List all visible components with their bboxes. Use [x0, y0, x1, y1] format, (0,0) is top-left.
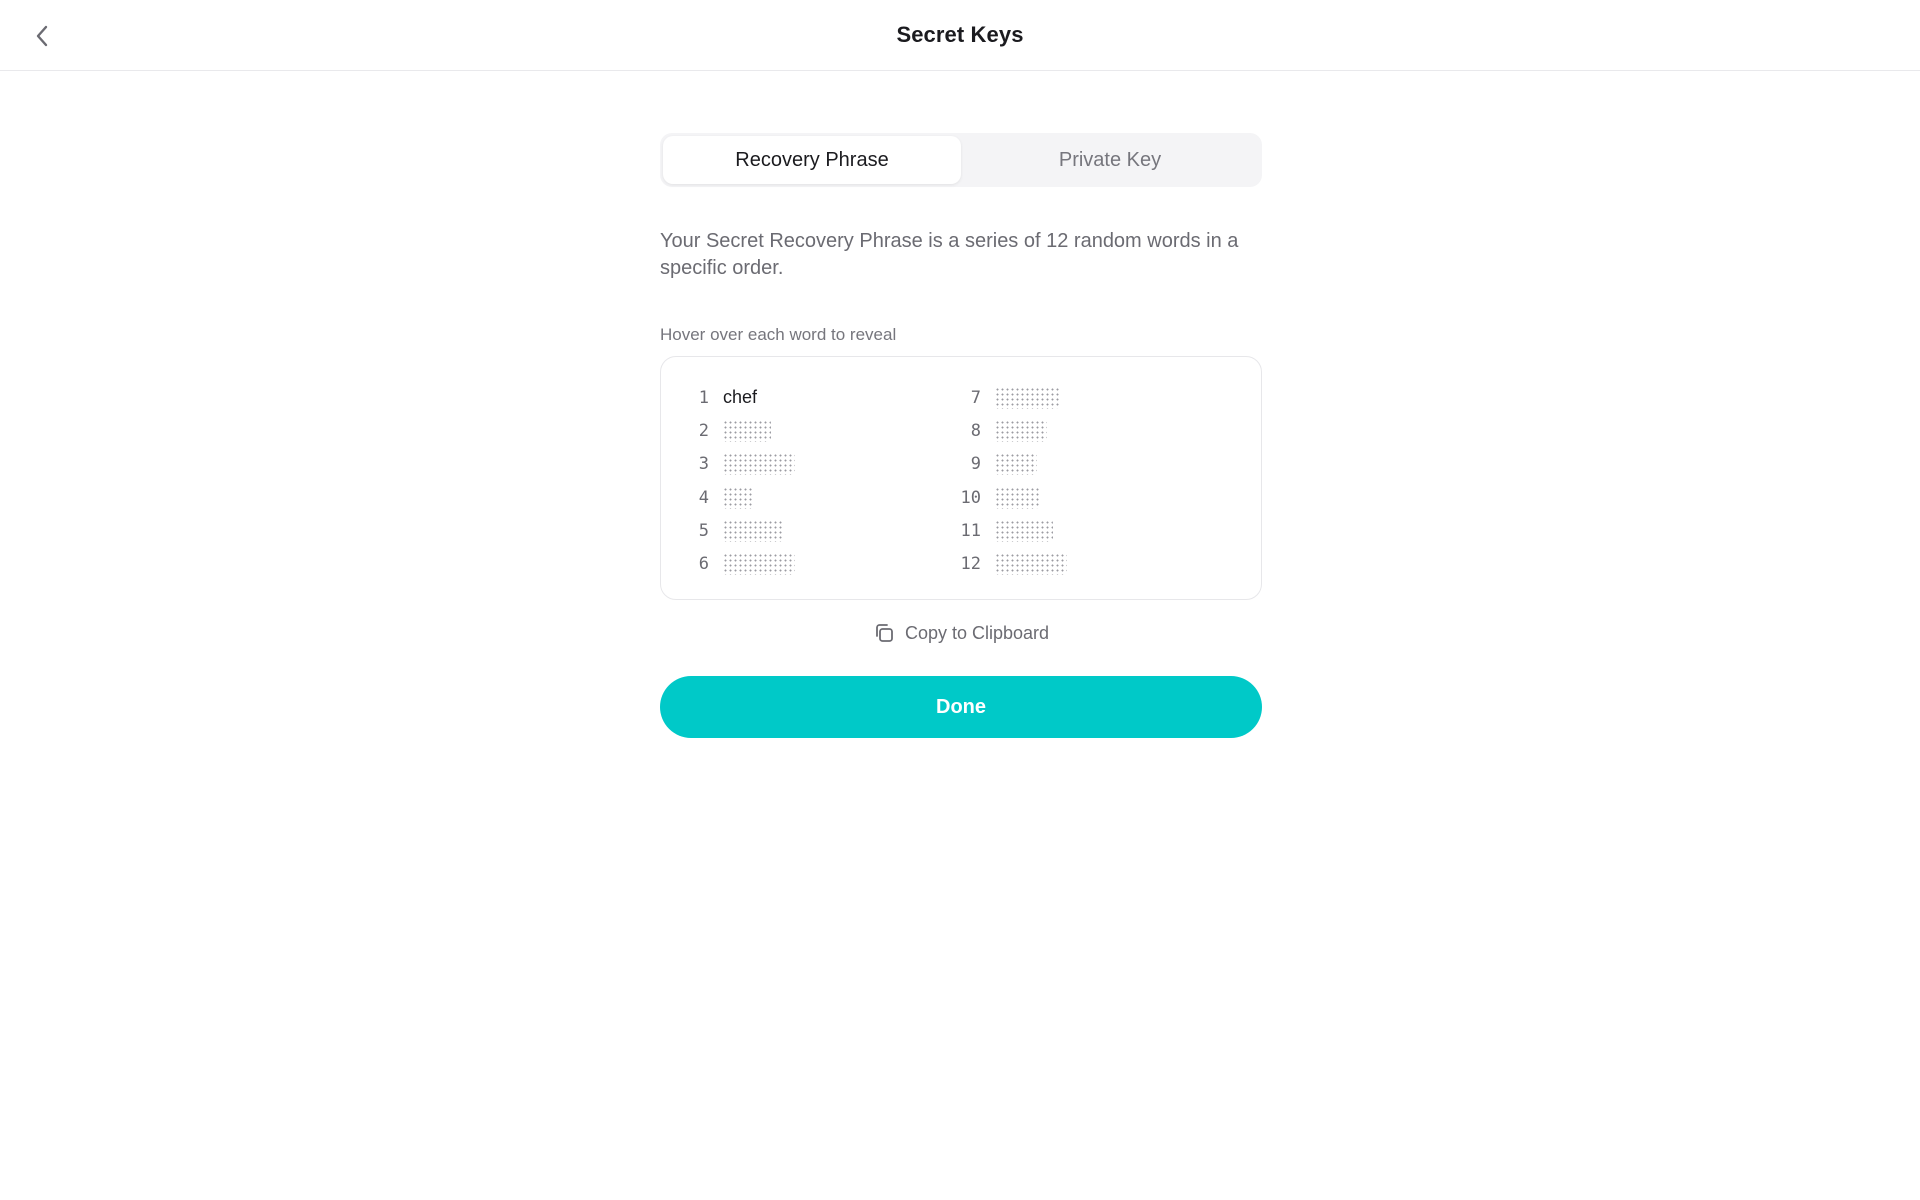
hidden-word-mask[interactable]: [723, 520, 783, 542]
word-index: 10: [960, 487, 981, 508]
hidden-word-mask[interactable]: [723, 553, 795, 575]
word-row[interactable]: [959, 381, 1067, 414]
word-index: 6: [698, 554, 709, 575]
word-index: 3: [698, 454, 709, 475]
word-index: 2: [698, 420, 709, 441]
hidden-word-mask[interactable]: [995, 520, 1053, 542]
page-title: Secret Keys: [896, 22, 1024, 47]
word-index: 8: [970, 420, 981, 441]
hidden-word-mask[interactable]: [995, 420, 1047, 442]
word-index: 9: [970, 454, 981, 475]
words-column-left: [687, 381, 795, 581]
word-index: 11: [960, 520, 981, 541]
word-index: 12: [960, 554, 981, 575]
word-index: 5: [698, 520, 709, 541]
copy-label: Copy to Clipboard: [904, 622, 1050, 643]
word-index: 7: [970, 387, 981, 408]
word-index: 4: [698, 487, 709, 508]
tab-recovery-phrase[interactable]: Recovery Phrase: [663, 136, 961, 184]
hidden-word-mask[interactable]: [723, 420, 771, 442]
hidden-word-mask[interactable]: [723, 453, 795, 475]
word-row[interactable]: [959, 481, 1067, 514]
word-row[interactable]: [687, 448, 795, 481]
top-bar: [0, 0, 1920, 71]
reveal-hint: Hover over each word to reveal: [660, 325, 897, 344]
word-row[interactable]: [687, 381, 795, 414]
key-type-tabs: [660, 133, 1262, 187]
copy-to-clipboard-button[interactable]: [660, 622, 1262, 644]
secret-keys-panel: [660, 133, 1262, 738]
description-text: Your Secret Recovery Phrase is a series of 12 random words in a specific order.: [660, 230, 1239, 279]
word-row[interactable]: [959, 414, 1067, 447]
back-button[interactable]: [26, 20, 58, 52]
copy-icon: [873, 622, 895, 644]
word-row[interactable]: [959, 448, 1067, 481]
tab-private-key[interactable]: Private Key: [1058, 148, 1162, 171]
word-row[interactable]: [687, 481, 795, 514]
hidden-word-mask[interactable]: [723, 487, 753, 509]
words-column-right: [959, 381, 1067, 581]
hidden-word-mask[interactable]: [995, 387, 1059, 409]
word-row[interactable]: [687, 514, 795, 547]
hidden-word-mask[interactable]: [995, 453, 1037, 475]
word-row[interactable]: [687, 547, 795, 580]
word-row[interactable]: [959, 547, 1067, 580]
word-row[interactable]: [959, 514, 1067, 547]
done-button[interactable]: Done: [660, 676, 1262, 738]
hidden-word-mask[interactable]: [995, 487, 1039, 509]
recovery-words-box: [660, 356, 1262, 600]
chevron-left-icon: [35, 25, 49, 47]
word-index: 1: [698, 387, 709, 408]
word-text: chef: [723, 387, 758, 408]
word-row[interactable]: [687, 414, 795, 447]
hidden-word-mask[interactable]: [995, 553, 1067, 575]
